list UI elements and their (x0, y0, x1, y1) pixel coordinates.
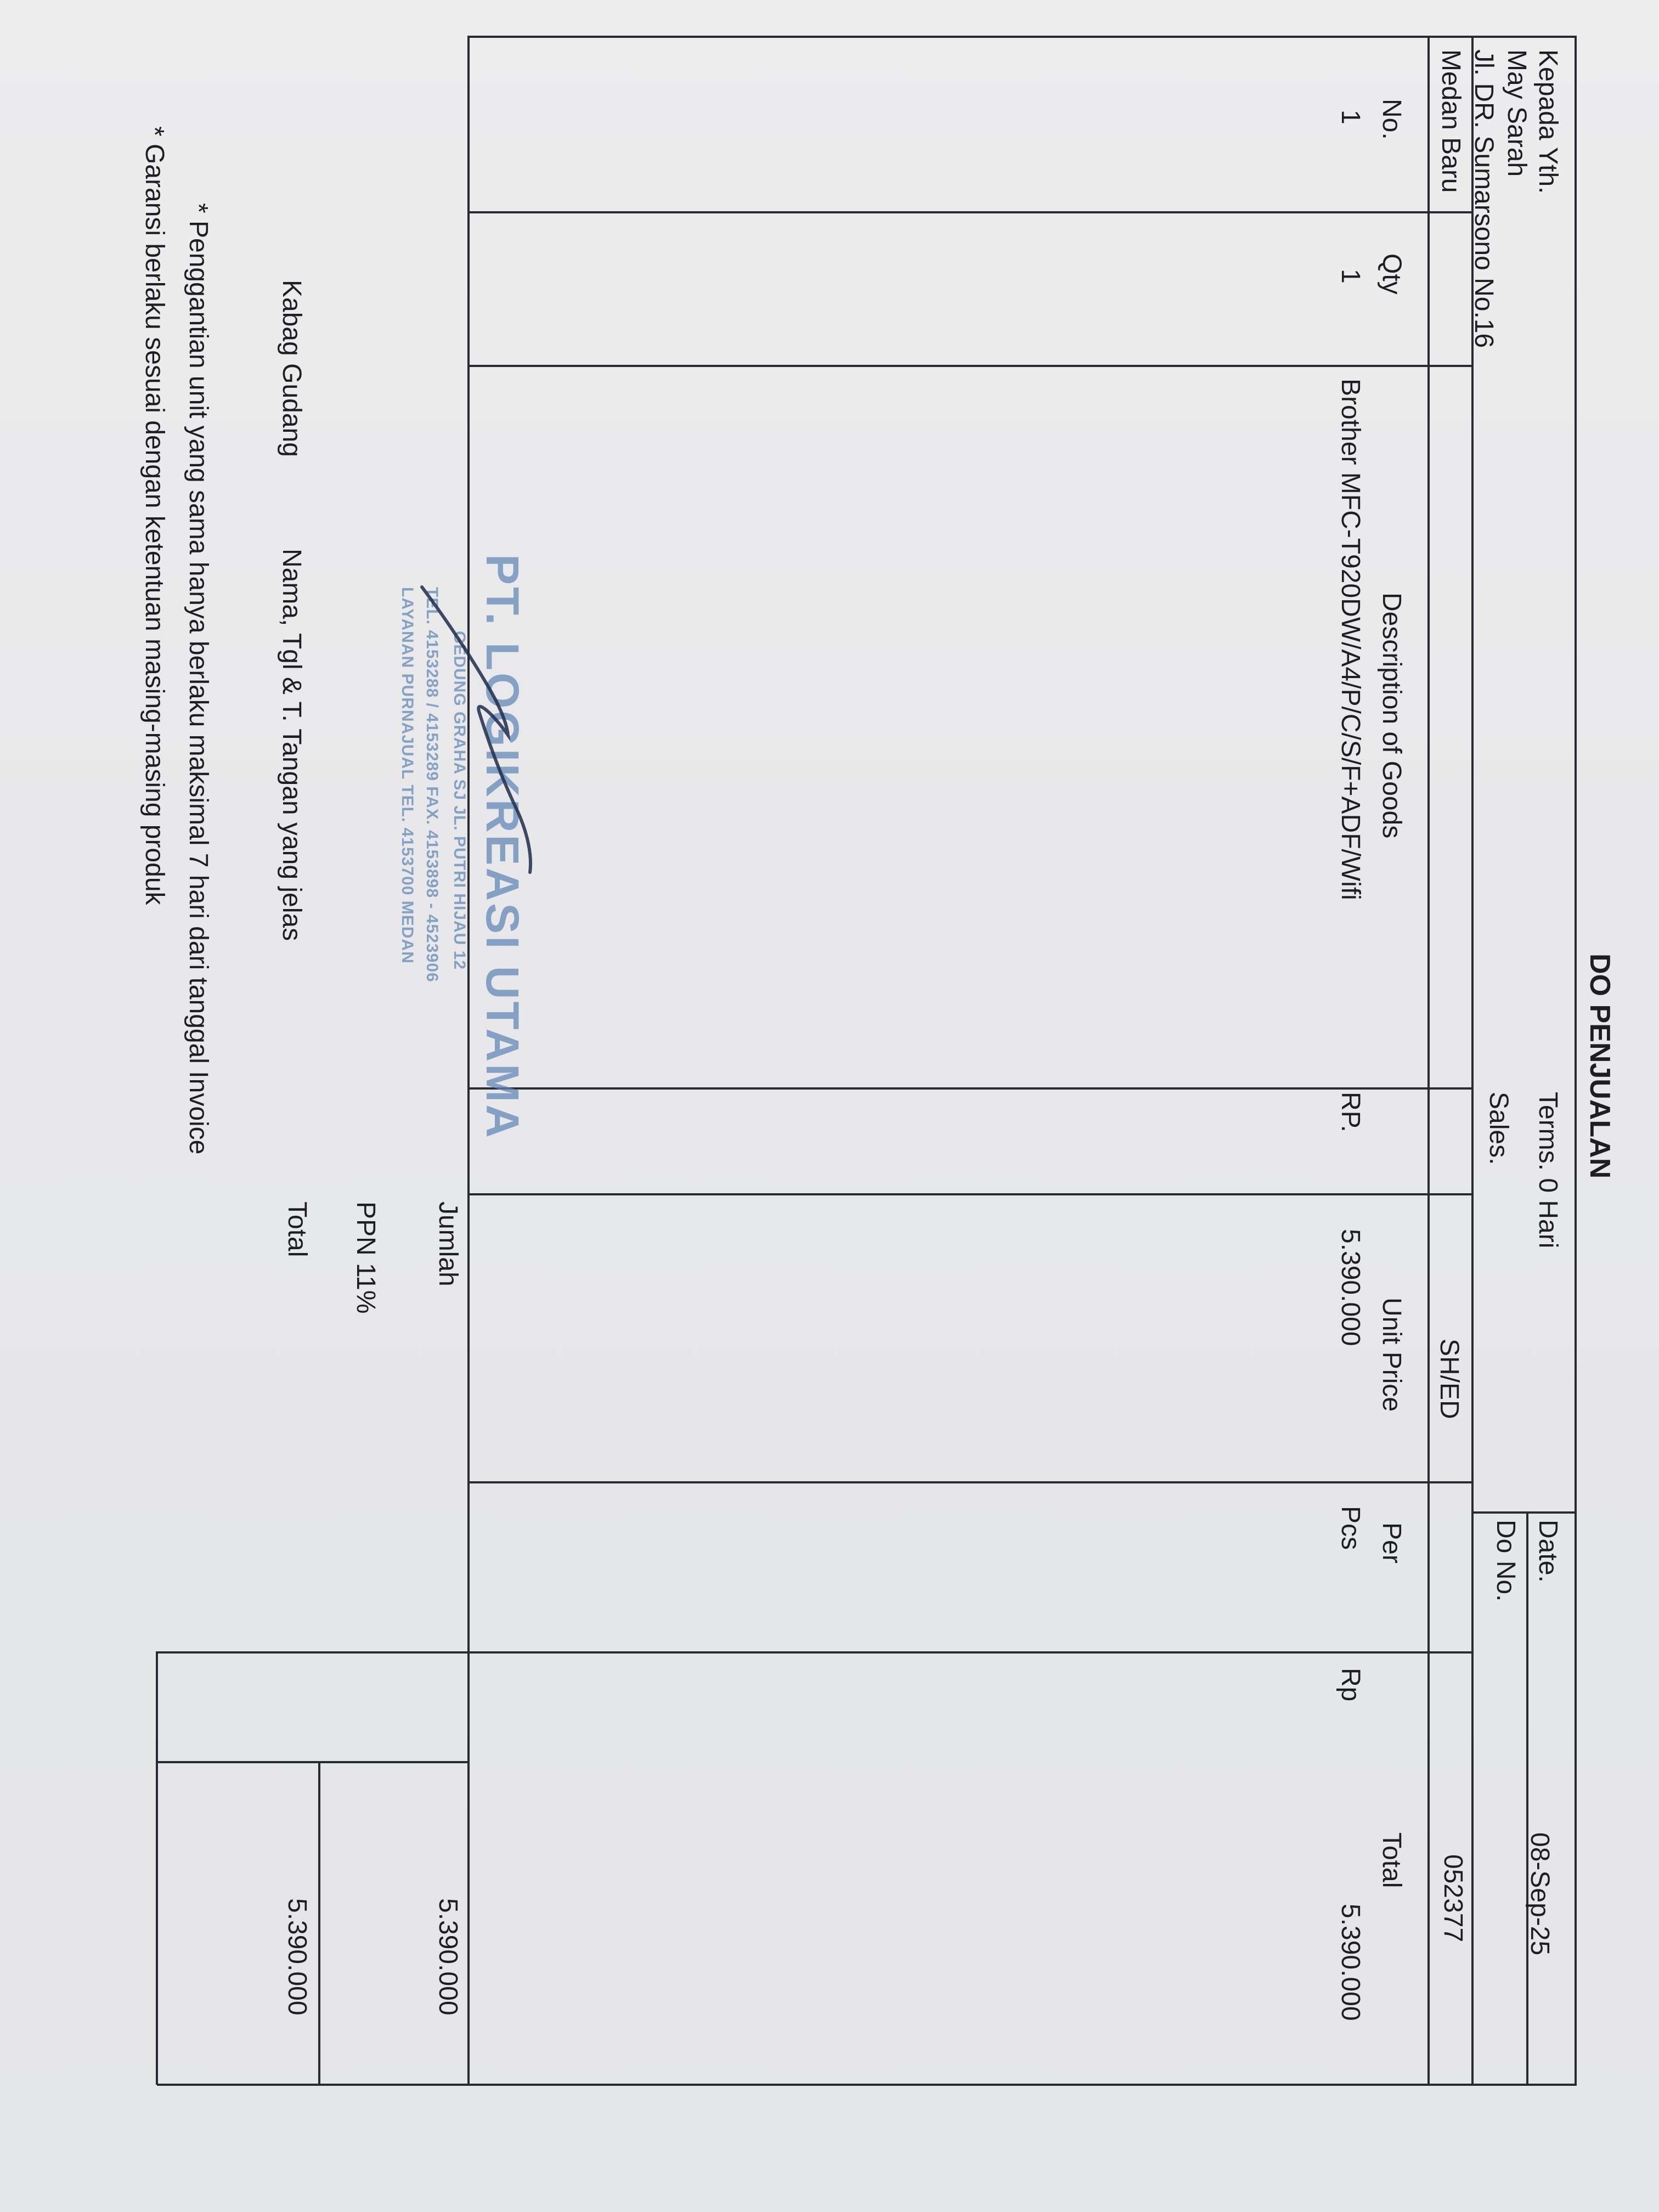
ppn-label: PPN 11% (351, 1201, 380, 1314)
col-divider-3 (469, 1087, 1474, 1090)
stamp-line-1: GEDUNG GRAHA SJ JL. PUTRI HIJAU 12 (450, 631, 469, 970)
row-per: Pcs (1336, 1506, 1365, 1550)
recipient-name: May Sarah (1502, 49, 1531, 177)
stamp-line-2: TEL. 4153288 / 4153289 FAX. 4153898 - 4523906 (423, 587, 441, 983)
total-value: 5.390.000 (283, 1898, 312, 2016)
col-divider-5 (469, 1481, 1474, 1483)
donumber-value: 052377 (1438, 1854, 1468, 1943)
col-divider-4 (469, 1193, 1474, 1195)
jumlah-label: Jumlah (433, 1201, 462, 1286)
row-description: Brother MFC-T920DW/A4/P/C/S/F+ADF/Wifi (1336, 379, 1365, 900)
note-1: * Penggantian unit yang sama hanya berlaku maksimal 7 hari dari tanggal Invoice (184, 203, 213, 1155)
date-label: Date. (1533, 1520, 1562, 1583)
totals-box-left (157, 1651, 470, 1654)
document-title: DO PENJUALAN (1584, 953, 1616, 1179)
table-header-bottom (1427, 36, 1430, 2085)
frame-right-border (469, 2084, 1577, 2086)
header-top-border (1575, 36, 1577, 2085)
signature-role: Kabag Gudang (277, 280, 306, 457)
col-divider-1 (469, 211, 1474, 213)
sales-label: Sales. (1484, 1092, 1513, 1165)
note-2: * Garansi berlaku sesuai dengan ketentuan masing-masing produk (140, 126, 169, 905)
frame-left-border (469, 36, 1577, 38)
jumlah-value: 5.390.000 (433, 1898, 462, 2016)
totals-box-inner-vertical (157, 1761, 470, 1763)
terms-text: Terms. 0 Hari (1533, 1092, 1562, 1249)
sales-value: SH/ED (1435, 1339, 1464, 1419)
recipient-address: Jl. DR. Sumarsono No.16 (1469, 49, 1498, 348)
donumber-label: Do No. (1491, 1520, 1520, 1602)
header-unit-price: Unit Price (1377, 1297, 1406, 1412)
col-divider-2 (469, 365, 1474, 367)
row-unit-price: 5.390.000 (1336, 1229, 1365, 1346)
row-qty: 1 (1336, 269, 1365, 284)
date-value: 08-Sep-25 (1525, 1832, 1554, 1956)
header-divider-horizontal (1526, 1511, 1528, 2085)
header-qty: Qty (1377, 253, 1406, 295)
signature-scribble (397, 549, 540, 933)
header-description: Description of Goods (1377, 592, 1406, 839)
stamp-line-3: LAYANAN PURNAJUAL TEL. 4153700 MEDAN (398, 587, 416, 964)
header-divider-vertical (1472, 1511, 1577, 1514)
header-total: Total (1377, 1832, 1406, 1888)
totals-box-inner-horizontal (318, 1761, 320, 2085)
header-no: No. (1377, 99, 1406, 140)
totals-box-right (157, 2084, 470, 2086)
recipient-city: Medan Baru (1436, 49, 1465, 193)
recipient-label: Kepada Yth. (1533, 49, 1562, 194)
signature-instruction: Nama, Tgl & T. Tangan yang jelas (277, 549, 306, 941)
row-total: 5.390.000 (1336, 1904, 1365, 2021)
stamp-company: PT. LOGIKREASI UTAMA (477, 554, 528, 1140)
row-total-currency: Rp (1336, 1668, 1365, 1702)
total-label: Total (283, 1201, 312, 1257)
row-no: 1 (1336, 110, 1365, 125)
row-currency: RP. (1336, 1092, 1365, 1132)
col-divider-6 (469, 1651, 1474, 1654)
header-per: Per (1377, 1522, 1406, 1564)
totals-box-bottom (156, 1651, 158, 2085)
